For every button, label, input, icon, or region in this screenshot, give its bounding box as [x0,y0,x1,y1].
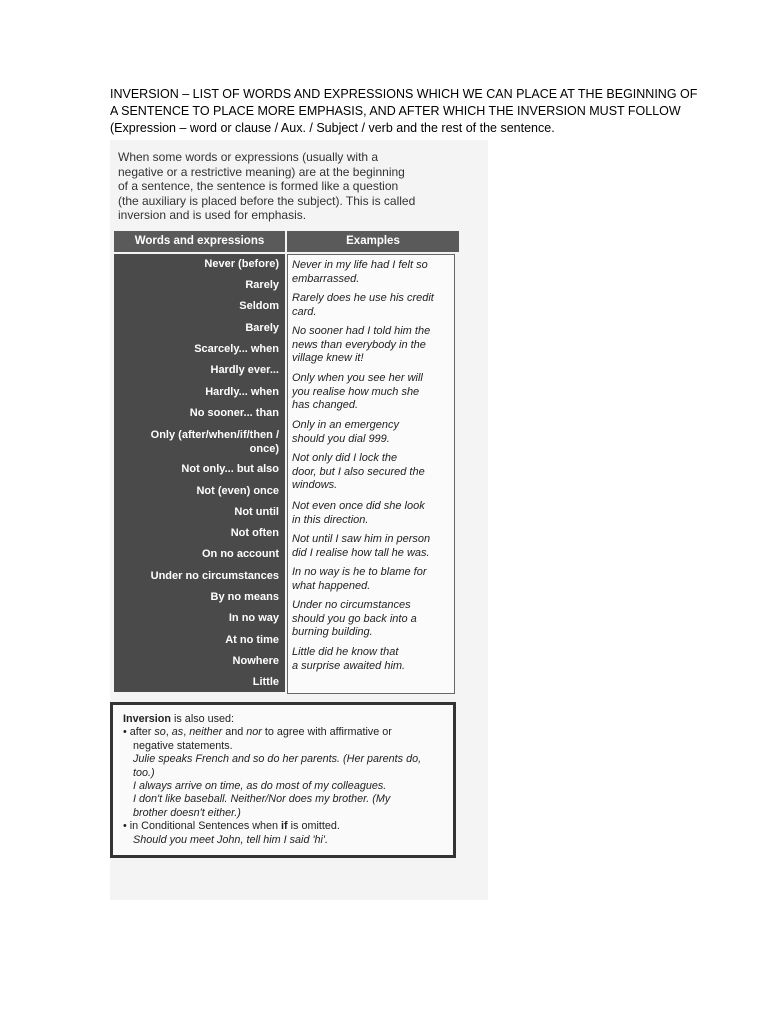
examples-column [287,254,455,694]
example-sentence: brother doesn't either.) [133,806,241,819]
example-sentence: Julie speaks French and so do her parents. (Her parents do, [133,753,422,766]
bullet-text: • in Conditional Sentences when [123,820,282,833]
example-line: what happened. [292,579,371,592]
header-words-and-expressions: Words and expressions [114,231,285,252]
keyword-if: if [281,820,288,833]
box-title-bold: Inversion [123,713,172,725]
heading-line: (Expression – word or clause / Aux. / Subject / verb and the rest of the sentence. [110,121,555,135]
example-item [292,372,452,413]
intro-line: (the auxiliary is placed before the subject). This is called [118,193,416,208]
bullet-agree [123,726,448,739]
intro-line: When some words or expressions (usually with a [118,150,379,164]
example-line: Not even once did she look [292,500,425,512]
bullet-conditional [123,820,448,833]
example-line: has changed. [292,399,359,411]
example-item [292,325,452,366]
heading-line: INVERSION – LIST OF WORDS AND EXPRESSIONS WHICH WE CAN PLACE AT THE BEGINNING OF [110,87,698,101]
example-sentence: I always arrive on time, as do most of my colleagues. [133,780,387,793]
word-item: once) [249,443,279,455]
word-item: At no time [225,634,279,646]
example-line: In no way is he to blame for [292,566,427,578]
keyword-as: as [171,726,184,739]
also-used-box [110,702,456,858]
word-item: Not often [230,527,279,539]
example-line: a surprise awaited him. [292,659,406,672]
example-item [292,566,452,593]
word-item: Never (before) [204,258,279,270]
keyword-nor: nor [246,726,262,739]
words-column [114,254,285,692]
word-item: Under no circumstances [150,570,279,582]
box-title [123,713,448,726]
example-line: Rarely does he use his credit [292,292,434,304]
word-item: Not only... but also [181,463,279,475]
word-item: Not until [234,506,279,518]
intro-line: inversion and is used for emphasis. [118,208,307,222]
example-item [292,259,452,286]
example-line: windows. [292,479,338,491]
example-item [292,419,452,446]
heading-line: A SENTENCE TO PLACE MORE EMPHASIS, AND AFTER WHICH THE INVERSION MUST FOLLOW [110,104,681,118]
word-item: Little [252,676,279,688]
example-line: in this direction. [292,513,369,526]
example-line: embarrassed. [292,272,360,285]
word-item: By no means [210,591,279,603]
word-item: On no account [202,548,279,560]
intro-line: negative or a restrictive meaning) are at the beginning [118,164,405,179]
word-item: Hardly... when [205,386,279,398]
example-line: Under no circumstances [292,599,411,611]
bullet-text-line: negative statements. [133,739,233,752]
example-line: should you go back into a [292,612,417,625]
word-item: Scarcely... when [194,343,279,355]
example-line: burning building. [292,626,373,638]
also-used-content [123,713,448,847]
header-examples: Examples [287,231,459,252]
bullet-text: and [222,726,247,739]
keyword-neither: neither [189,726,223,739]
example-item [292,292,452,319]
example-line: door, but I also secured the [292,465,425,478]
word-item: No sooner... than [189,407,279,419]
example-line: Not until I saw him in person [292,533,431,545]
bullet-text: to agree with affirmative or [261,726,392,739]
example-item [292,599,452,640]
intro-line: of a sentence, the sentence is formed like a question [118,179,399,193]
page-heading [110,86,698,137]
box-title-rest: is also used: [171,713,235,725]
inversion-table [114,231,459,692]
bullet-text: , [183,726,190,739]
example-sentence: too.) [133,766,155,779]
word-item: Seldom [239,300,279,312]
example-line: should you dial 999. [292,432,390,445]
intro-paragraph [118,150,458,223]
example-sentence: I don't like baseball. Neither/Nor does my brother. (My [133,793,391,806]
example-line: Only when you see her will [292,372,423,384]
example-line: village knew it! [292,352,364,364]
example-line: No sooner had I told him the [292,325,431,337]
example-line: did I realise how tall he was. [292,546,430,559]
example-line: Only in an emergency [292,419,399,431]
example-line: news than everybody in the [292,338,426,351]
example-item [292,452,452,493]
word-item: In no way [228,612,279,624]
example-item [292,533,452,560]
example-line: card. [292,305,317,318]
example-sentence: Should you meet John, tell him I said 'hi'. [133,833,328,846]
keyword-so: so [154,726,166,739]
example-line: Not only did I lock the [292,452,398,464]
word-item: Only (after/when/if/then / [150,429,279,441]
word-item: Rarely [245,279,279,291]
bullet-text: • after [123,726,155,739]
example-line: Little did he know that [292,646,399,658]
word-item: Nowhere [232,655,279,667]
word-item: Not (even) once [196,485,279,497]
example-line: you realise how much she [292,385,420,398]
example-item [292,500,452,527]
word-item: Barely [245,322,279,334]
word-item: Hardly ever... [210,364,279,376]
bullet-text: is omitted. [287,820,340,833]
bullet-text: , [165,726,172,739]
example-line: Never in my life had I felt so [292,259,428,271]
example-item [292,646,452,673]
